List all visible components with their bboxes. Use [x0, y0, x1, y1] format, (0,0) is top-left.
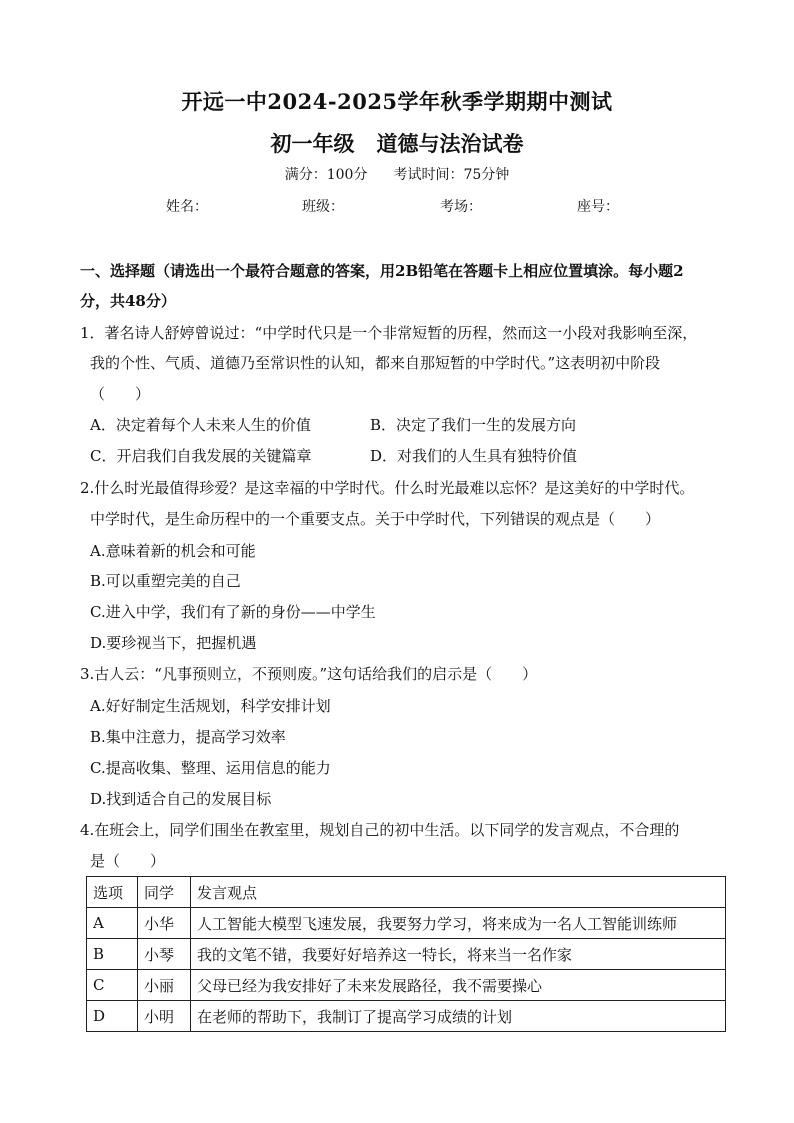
- table-cell: 小丽: [138, 970, 191, 1001]
- q3-option-a: A.好好制定生活规划，科学安排计划: [90, 697, 331, 715]
- table-cell: B: [87, 939, 138, 970]
- exam-title: 开远一中2024-2025学年秋季学期期中测试: [181, 89, 613, 114]
- table-cell: 我的文笔不错，我要好好培养这一特长，将来当一名作家: [191, 939, 726, 970]
- q2-option-b: B.可以重塑完美的自己: [90, 572, 241, 590]
- table-row: [87, 939, 726, 970]
- q2-line2: 中学时代，是生命历程中的一个重要支点。关于中学时代，下列错误的观点是（ ）: [90, 510, 661, 528]
- table-cell: 人工智能大模型飞速发展，我要努力学习，将来成为一名人工智能训练师: [191, 908, 726, 939]
- q4-line2: 是（ ）: [90, 852, 166, 870]
- q3-option-d: D.找到适合自己的发展目标: [90, 790, 272, 808]
- table-cell: 父母已经为我安排好了未来发展路径，我不需要操心: [191, 970, 726, 1001]
- seat-label: 座号：: [577, 199, 619, 215]
- q3-option-b: B.集中注意力，提高学习效率: [90, 728, 286, 746]
- table-row: [87, 1001, 726, 1032]
- table-cell: 小明: [138, 1001, 191, 1032]
- q1-line1: 1．著名诗人舒婷曾说过：“中学时代只是一个非常短暂的历程，然而这一小段对我影响至深，: [80, 324, 698, 342]
- table-row: [87, 970, 726, 1001]
- q1-line2: 我的个性、气质、道德乃至常识性的认知，都来自那短暂的中学时代。”这表明初中阶段: [90, 354, 661, 372]
- table-header-cell: 选项: [87, 877, 138, 908]
- table-cell: A: [87, 908, 138, 939]
- q1-option-a: A．决定着每个人未来人生的价值: [90, 416, 311, 434]
- exam-meta: [0, 164, 794, 184]
- section-heading: [80, 256, 730, 316]
- q2-line1: 2.什么时光最值得珍爱？是这幸福的中学时代。什么时光最难以忘怀？是这美好的中学时代。: [80, 479, 695, 497]
- table-cell: D: [87, 1001, 138, 1032]
- exam-time: 考试时间：75分钟: [393, 167, 510, 183]
- q2-option-c: C.进入中学，我们有了新的身份——中学生: [90, 603, 376, 621]
- q1-option-d: D．对我们的人生具有独特价值: [370, 447, 578, 465]
- table-cell: 小华: [138, 908, 191, 939]
- full-score: 满分：100分: [284, 167, 368, 183]
- table-cell: C: [87, 970, 138, 1001]
- q3-option-c: C.提高收集、整理、运用信息的能力: [90, 759, 331, 777]
- subject-label: 道德与法治试卷: [376, 131, 524, 156]
- class-label: 班级：: [302, 199, 344, 215]
- table-header-cell: 同学: [138, 877, 191, 908]
- q4-line1: 4.在班会上，同学们围坐在教室里，规划自己的初中生活。以下同学的发言观点，不合理的: [80, 821, 680, 839]
- q4-table: [86, 876, 726, 1032]
- table-cell: 小琴: [138, 939, 191, 970]
- section-heading-line2: 分，共48分）: [80, 292, 176, 310]
- q2-option-d: D.要珍视当下，把握机遇: [90, 634, 257, 652]
- exam-subtitle: [0, 128, 794, 158]
- table-cell: 在老师的帮助下，我制订了提高学习成绩的计划: [191, 1001, 726, 1032]
- name-label: 姓名：: [166, 199, 208, 215]
- table-row: [87, 908, 726, 939]
- table-header-row: [87, 877, 726, 908]
- grade-label: 初一年级: [270, 131, 355, 156]
- section-heading-line1: 一、选择题（请选出一个最符合题意的答案，用2B铅笔在答题卡上相应位置填涂。每小题2: [80, 262, 684, 280]
- q2-option-a: A.意味着新的机会和可能: [90, 542, 256, 560]
- q1-option-b: B．决定了我们一生的发展方向: [370, 416, 577, 434]
- table-header-cell: 发言观点: [191, 877, 726, 908]
- room-label: 考场：: [440, 199, 482, 215]
- q1-line3: （ ）: [90, 385, 151, 403]
- q3-line1: 3.古人云：“凡事预则立，不预则废。”这句话给我们的启示是（ ）: [80, 665, 538, 683]
- q1-option-c: C．开启我们自我发展的关键篇章: [90, 447, 312, 465]
